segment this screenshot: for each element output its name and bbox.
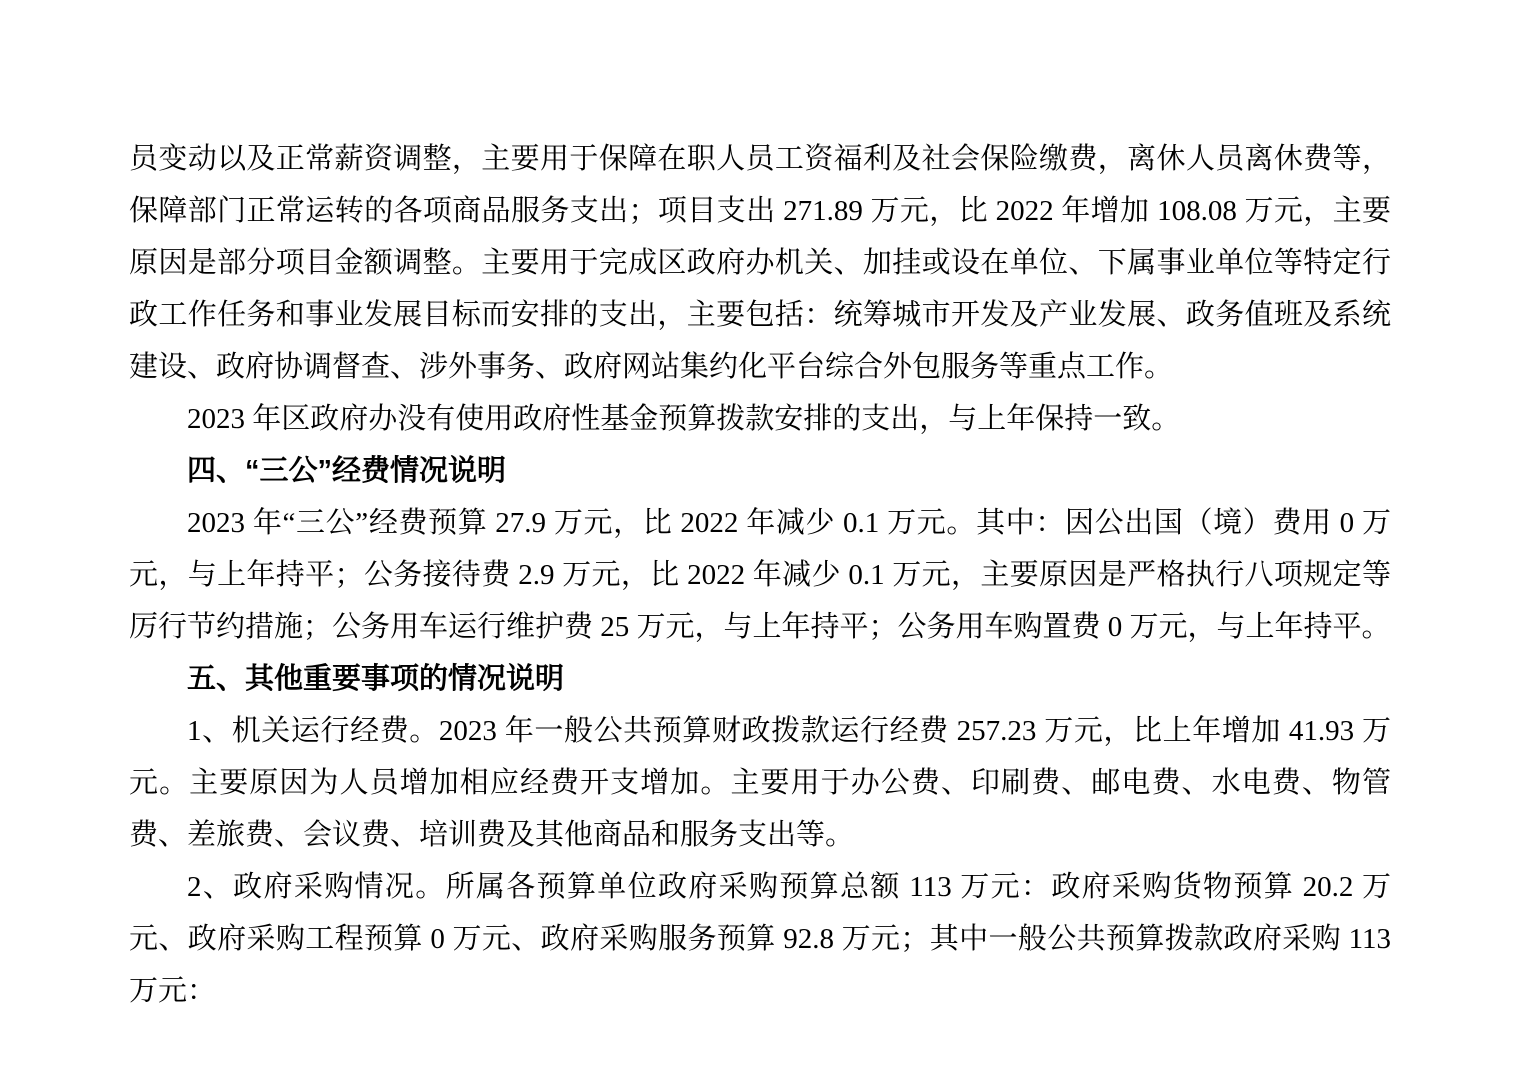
heading-three-public-expenses: 四、“三公”经费情况说明	[187, 455, 507, 487]
heading-other-important-matters: 五、其他重要事项的情况说明	[187, 663, 565, 695]
paragraph-agency-operating-expense: 1、机关运行经费。2023 年一般公共预算财政拨款运行经费 257.23 万元，比上年增加 41.93 万元。主要原因为人员增加相应经费开支增加。主要用于办公费、印刷费、邮电费、水电费、物管费、差旅费、会议费、培训费及其他商品和服务支出等。	[129, 715, 1391, 851]
document-body	[129, 133, 1391, 1017]
paragraph-government-procurement: 2、政府采购情况。所属各预算单位政府采购预算总额 113 万元：政府采购货物预算 20.2 万元、政府采购工程预算 0 万元、政府采购服务预算 92.8 万元；其中一般公共预算拨款政府采购 113 万元：	[129, 871, 1391, 1007]
paragraph-three-public-expenses-detail: 2023 年“三公”经费预算 27.9 万元，比 2022 年减少 0.1 万元。其中：因公出国（境）费用 0 万元，与上年持平；公务接待费 2.9 万元，比 2022 年减少 0.1 万元，主要原因是严格执行八项规定等厉行节约措施；公务用车运行维护费 25 万元，与上年持平；公务用车购置费 0 万元，与上年持平。	[129, 507, 1391, 643]
paragraph-budget-expense-continuation: 员变动以及正常薪资调整，主要用于保障在职人员工资福利及社会保险缴费，离休人员离休费等，保障部门正常运转的各项商品服务支出；项目支出 271.89 万元，比 2022 年增加 108.08 万元，主要原因是部分项目金额调整。主要用于完成区政府办机关、加挂或设在单位、下属事业单位等特定行政工作任务和事业发展目标而安排的支出，主要包括：统筹城市开发及产业发展、政务值班及系统建设、政府协调督查、涉外事务、政府网站集约化平台综合外包服务等重点工作。	[129, 143, 1391, 383]
paragraph-government-fund-statement: 2023 年区政府办没有使用政府性基金预算拨款安排的支出，与上年保持一致。	[187, 403, 1181, 435]
